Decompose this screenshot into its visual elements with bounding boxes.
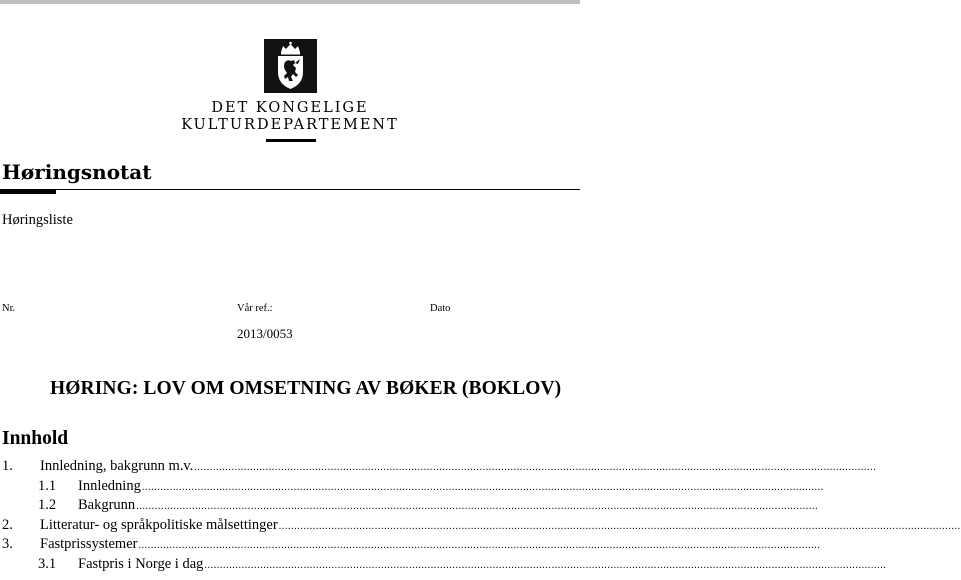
hearing-title: HØRING: LOV OM OMSETNING AV BØKER (BOKLOV) — [50, 378, 562, 399]
recipient-line: Høringsliste — [2, 212, 73, 228]
ministry-name-line1: DET KONGELIGE — [211, 100, 369, 116]
toc-item-number: 1. — [2, 458, 13, 474]
ministry-divider — [266, 139, 316, 142]
toc-item-label: Bakgrunn — [78, 497, 136, 513]
toc-leader-dots: ............................................................................................................................................................................................................................ — [136, 501, 819, 512]
toc-item-number: 1.1 — [38, 477, 57, 494]
toc-item[interactable] — [0, 456, 877, 476]
nr-label: Nr. — [2, 303, 16, 314]
toc-item-label: Innledning — [78, 477, 141, 494]
ministry-name — [150, 100, 430, 134]
toc-item[interactable] — [0, 534, 821, 554]
document-title: Høringsnotat — [2, 160, 152, 184]
toc-item[interactable] — [0, 495, 819, 515]
title-divider — [0, 189, 580, 190]
toc-item-label: Innledning, bakgrunn m.v. — [40, 458, 194, 474]
toc-item-label: Fastpris i Norge i dag — [78, 555, 204, 572]
toc-item-number: 3. — [2, 536, 13, 552]
toc-item[interactable] — [0, 476, 824, 496]
toc-item-number: 2. — [2, 516, 13, 533]
toc-item-number: 3.1 — [38, 555, 57, 572]
toc-leader-dots: ............................................................................................................................................................................................................................ — [138, 540, 821, 551]
toc-leader-dots: ............................................................................................................................................................................................................................ — [204, 559, 887, 571]
reference-value: 2013/0053 — [237, 326, 293, 341]
toc-item-label: Fastprissystemer — [40, 536, 138, 552]
top-border — [0, 0, 580, 4]
toc-item[interactable] — [0, 554, 887, 574]
date-label: Dato — [430, 303, 451, 314]
toc-leader-dots: ............................................................................................................................................................................................................................ — [194, 462, 877, 473]
toc-heading: Innhold — [2, 428, 69, 449]
toc-leader-dots: ............................................................................................................................................................................................................................ — [278, 520, 961, 532]
toc-leader-dots: ............................................................................................................................................................................................................................ — [141, 481, 824, 493]
reference-label: Vår ref.: — [237, 303, 273, 314]
toc-item[interactable] — [0, 515, 961, 535]
ministry-name-line2: KULTURDEPARTEMENT — [181, 117, 399, 133]
norwegian-coat-of-arms-icon — [264, 39, 317, 93]
toc-item-label: Litteratur- og språkpolitiske målsettinger — [40, 516, 278, 533]
title-divider-accent — [0, 189, 56, 194]
toc-item-number: 1.2 — [38, 497, 57, 513]
